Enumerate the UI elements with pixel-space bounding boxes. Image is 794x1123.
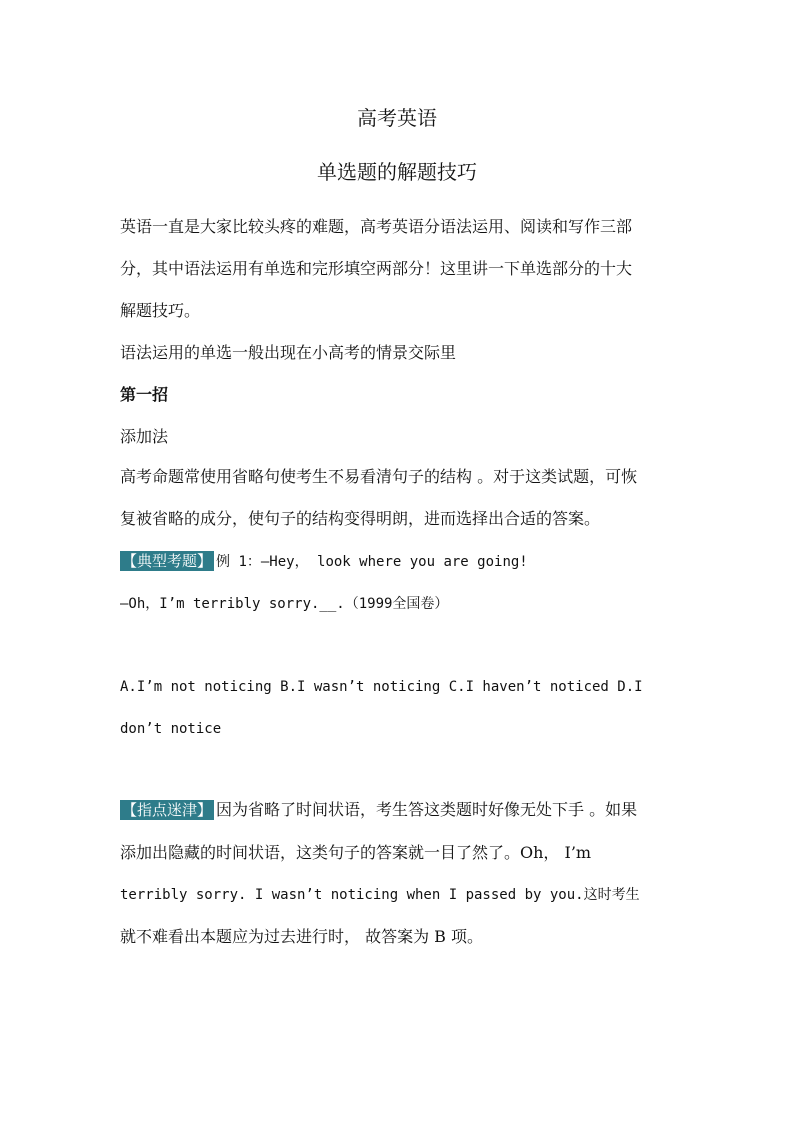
example-question: 例 1：—Hey， look where you are going! (216, 554, 528, 570)
explanation-line-2: 添加出隐藏的时间状语，这类句子的答案就一目了然了。Oh， I’m (120, 843, 592, 862)
example-line-2: —Oh，I’m terribly sorry.__.（1999全国卷） (120, 596, 449, 612)
intro-line-1: 英语一直是大家比较头疼的难题，高考英语分语法运用、阅读和写作三部 (120, 217, 633, 236)
document-subtitle: 单选题的解题技巧 (317, 160, 477, 184)
intro-line-2: 分，其中语法运用有单选和完形填空两部分！这里讲一下单选部分的十大 (120, 259, 633, 278)
document-title: 高考英语 (357, 106, 437, 130)
intro-line-3: 解题技巧。 (120, 301, 201, 320)
explanation-line-3: terribly sorry. I wasn’t noticing when I passed by you.这时考生 (120, 887, 640, 903)
explanation-line-4: 就不难看出本题应为过去进行时， 故答案为 B 项。 (120, 927, 484, 946)
example-tag: 【典型考题】 (122, 552, 213, 570)
method-desc-line-2: 复被省略的成分，使句子的结构变得明朗，进而选择出合适的答案。 (120, 509, 601, 528)
explanation-text-1: 因为省略了时间状语，考生答这类题时好像无处下手 。如果 (216, 800, 638, 819)
example-line-1 (120, 551, 528, 572)
explanation-tag: 【指点迷津】 (122, 801, 213, 819)
explanation-line-1 (120, 800, 637, 820)
intro-note: 语法运用的单选一般出现在小高考的情景交际里 (120, 343, 457, 362)
method-name: 添加法 (120, 427, 169, 446)
example-options-line-2: don’t notice (120, 721, 222, 737)
section-heading: 第一招 (120, 385, 169, 404)
example-options-line-1: A.I’m not noticing B.I wasn’t noticing C.I haven’t noticed D.I (120, 679, 643, 695)
method-desc-line-1: 高考命题常使用省略句使考生不易看清句子的结构 。对于这类试题，可恢 (120, 467, 638, 486)
